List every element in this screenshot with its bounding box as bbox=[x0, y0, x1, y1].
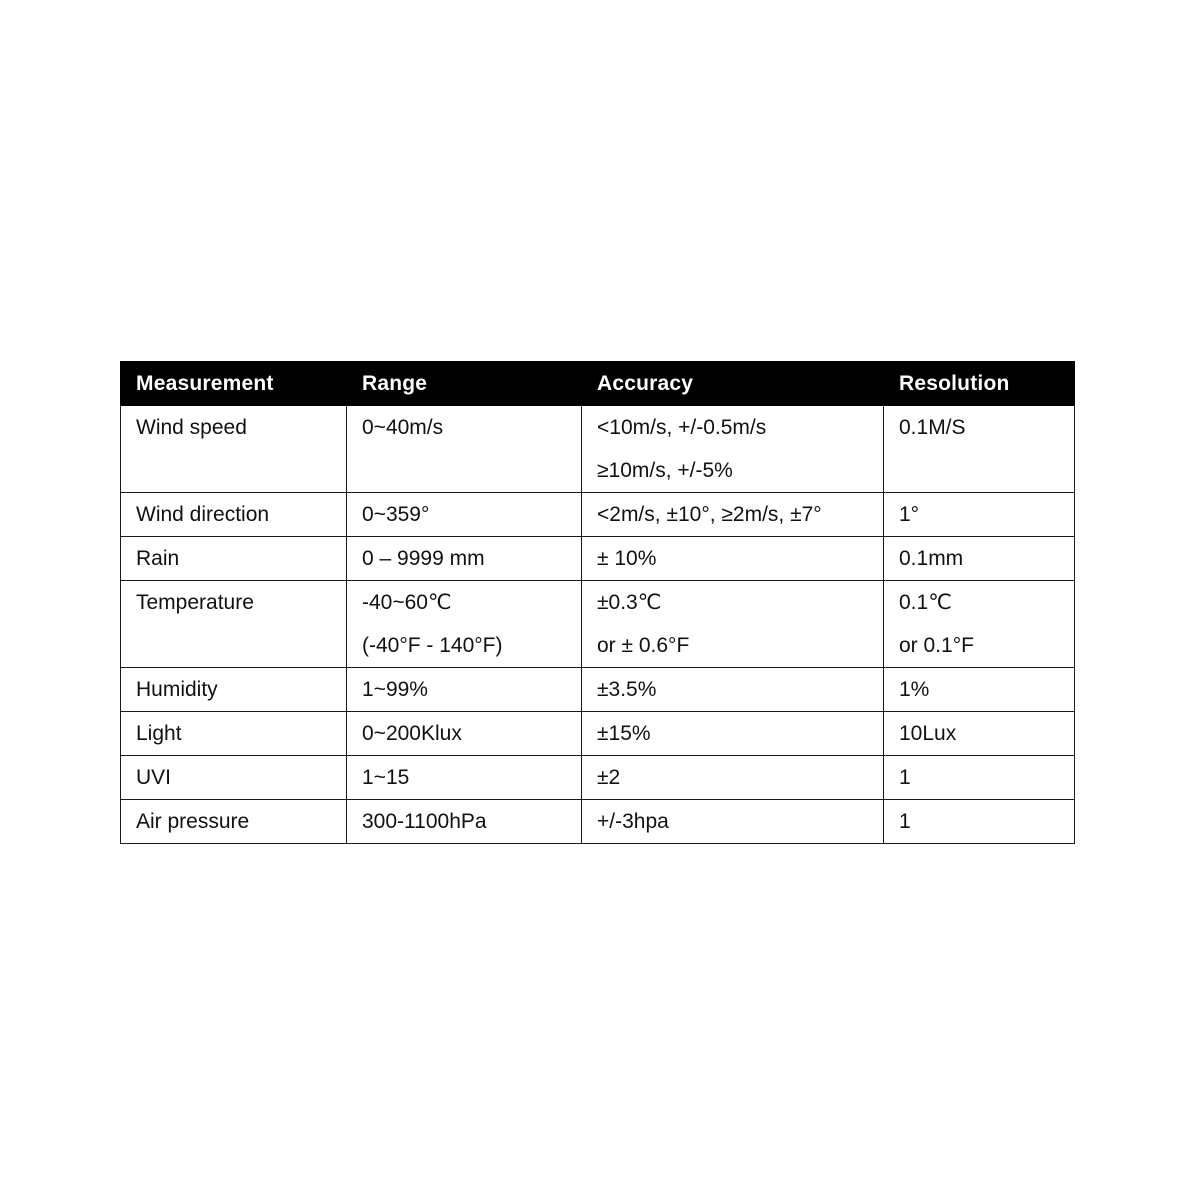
table-row bbox=[121, 537, 1075, 581]
cell-range-line: (-40°F - 140°F) bbox=[362, 634, 503, 657]
cell-range-line: 0~40m/s bbox=[362, 416, 444, 439]
cell-resolution-line: 0.1M/S bbox=[899, 416, 966, 439]
cell-measurement-line: Humidity bbox=[136, 678, 218, 701]
cell-resolution-line: or 0.1°F bbox=[899, 634, 974, 657]
table-row bbox=[121, 712, 1075, 756]
cell-accuracy-line: ±3.5% bbox=[597, 678, 657, 701]
table-row bbox=[121, 668, 1075, 712]
cell-accuracy bbox=[582, 712, 884, 756]
cell-range-line: 1~15 bbox=[362, 766, 410, 789]
cell-accuracy bbox=[582, 800, 884, 844]
cell-range-line: 0 – 9999 mm bbox=[362, 547, 485, 570]
table-row bbox=[121, 756, 1075, 800]
cell-resolution-line: 1 bbox=[899, 766, 911, 789]
cell-resolution bbox=[884, 537, 1075, 581]
cell-accuracy bbox=[582, 406, 884, 493]
cell-accuracy-line: +/-3hpa bbox=[597, 810, 669, 833]
cell-measurement bbox=[121, 493, 347, 537]
table-row bbox=[121, 406, 1075, 493]
cell-range-line: 1~99% bbox=[362, 678, 428, 701]
table-row bbox=[121, 581, 1075, 668]
cell-accuracy bbox=[582, 756, 884, 800]
cell-resolution bbox=[884, 581, 1075, 668]
spec-table bbox=[120, 361, 1075, 844]
cell-measurement-line: Temperature bbox=[136, 591, 254, 614]
cell-measurement bbox=[121, 756, 347, 800]
cell-measurement bbox=[121, 581, 347, 668]
cell-range bbox=[347, 712, 582, 756]
cell-range bbox=[347, 537, 582, 581]
cell-range bbox=[347, 756, 582, 800]
cell-range bbox=[347, 406, 582, 493]
cell-resolution bbox=[884, 406, 1075, 493]
cell-measurement bbox=[121, 406, 347, 493]
cell-measurement-line: Air pressure bbox=[136, 810, 250, 833]
cell-measurement-line: UVI bbox=[136, 766, 172, 789]
cell-accuracy-line: ≥10m/s, +/-5% bbox=[597, 459, 733, 482]
cell-measurement bbox=[121, 668, 347, 712]
cell-accuracy-line: ±0.3℃ bbox=[597, 591, 662, 614]
cell-resolution bbox=[884, 668, 1075, 712]
cell-resolution bbox=[884, 756, 1075, 800]
cell-measurement-line: Wind speed bbox=[136, 416, 247, 439]
cell-resolution bbox=[884, 493, 1075, 537]
header-row bbox=[121, 362, 1075, 406]
header-measurement: Measurement bbox=[121, 362, 347, 406]
cell-resolution bbox=[884, 800, 1075, 844]
table-body bbox=[121, 406, 1075, 844]
cell-measurement bbox=[121, 712, 347, 756]
cell-measurement-line: Light bbox=[136, 722, 182, 745]
header-range: Range bbox=[347, 362, 582, 406]
header-accuracy: Accuracy bbox=[582, 362, 884, 406]
cell-accuracy-line: <10m/s, +/-0.5m/s bbox=[597, 416, 767, 439]
cell-measurement-line: Rain bbox=[136, 547, 180, 570]
cell-range bbox=[347, 493, 582, 537]
cell-accuracy-line: or ± 0.6°F bbox=[597, 634, 690, 657]
cell-measurement-line: Wind direction bbox=[136, 503, 270, 526]
cell-resolution-line: 1 bbox=[899, 810, 911, 833]
cell-accuracy-line: ± 10% bbox=[597, 547, 657, 570]
table-header bbox=[121, 362, 1075, 406]
cell-accuracy-line: ±15% bbox=[597, 722, 651, 745]
table-row bbox=[121, 800, 1075, 844]
cell-resolution-line: 1% bbox=[899, 678, 930, 701]
cell-resolution bbox=[884, 712, 1075, 756]
cell-range-line: 300-1100hPa bbox=[362, 810, 487, 833]
cell-accuracy bbox=[582, 493, 884, 537]
table-row bbox=[121, 493, 1075, 537]
cell-range-line: 0~200Klux bbox=[362, 722, 462, 745]
cell-accuracy-line: <2m/s, ±10°, ≥2m/s, ±7° bbox=[597, 503, 822, 526]
cell-range bbox=[347, 800, 582, 844]
header-resolution: Resolution bbox=[884, 362, 1075, 406]
cell-measurement bbox=[121, 537, 347, 581]
cell-accuracy bbox=[582, 668, 884, 712]
cell-accuracy bbox=[582, 537, 884, 581]
cell-range-line: 0~359° bbox=[362, 503, 430, 526]
cell-resolution-line: 1° bbox=[899, 503, 920, 526]
cell-measurement bbox=[121, 800, 347, 844]
cell-range bbox=[347, 668, 582, 712]
cell-range bbox=[347, 581, 582, 668]
cell-accuracy-line: ±2 bbox=[597, 766, 621, 789]
cell-resolution-line: 0.1℃ bbox=[899, 591, 952, 614]
cell-resolution-line: 10Lux bbox=[899, 722, 957, 745]
cell-range-line: -40~60℃ bbox=[362, 591, 452, 614]
cell-accuracy bbox=[582, 581, 884, 668]
cell-resolution-line: 0.1mm bbox=[899, 547, 964, 570]
